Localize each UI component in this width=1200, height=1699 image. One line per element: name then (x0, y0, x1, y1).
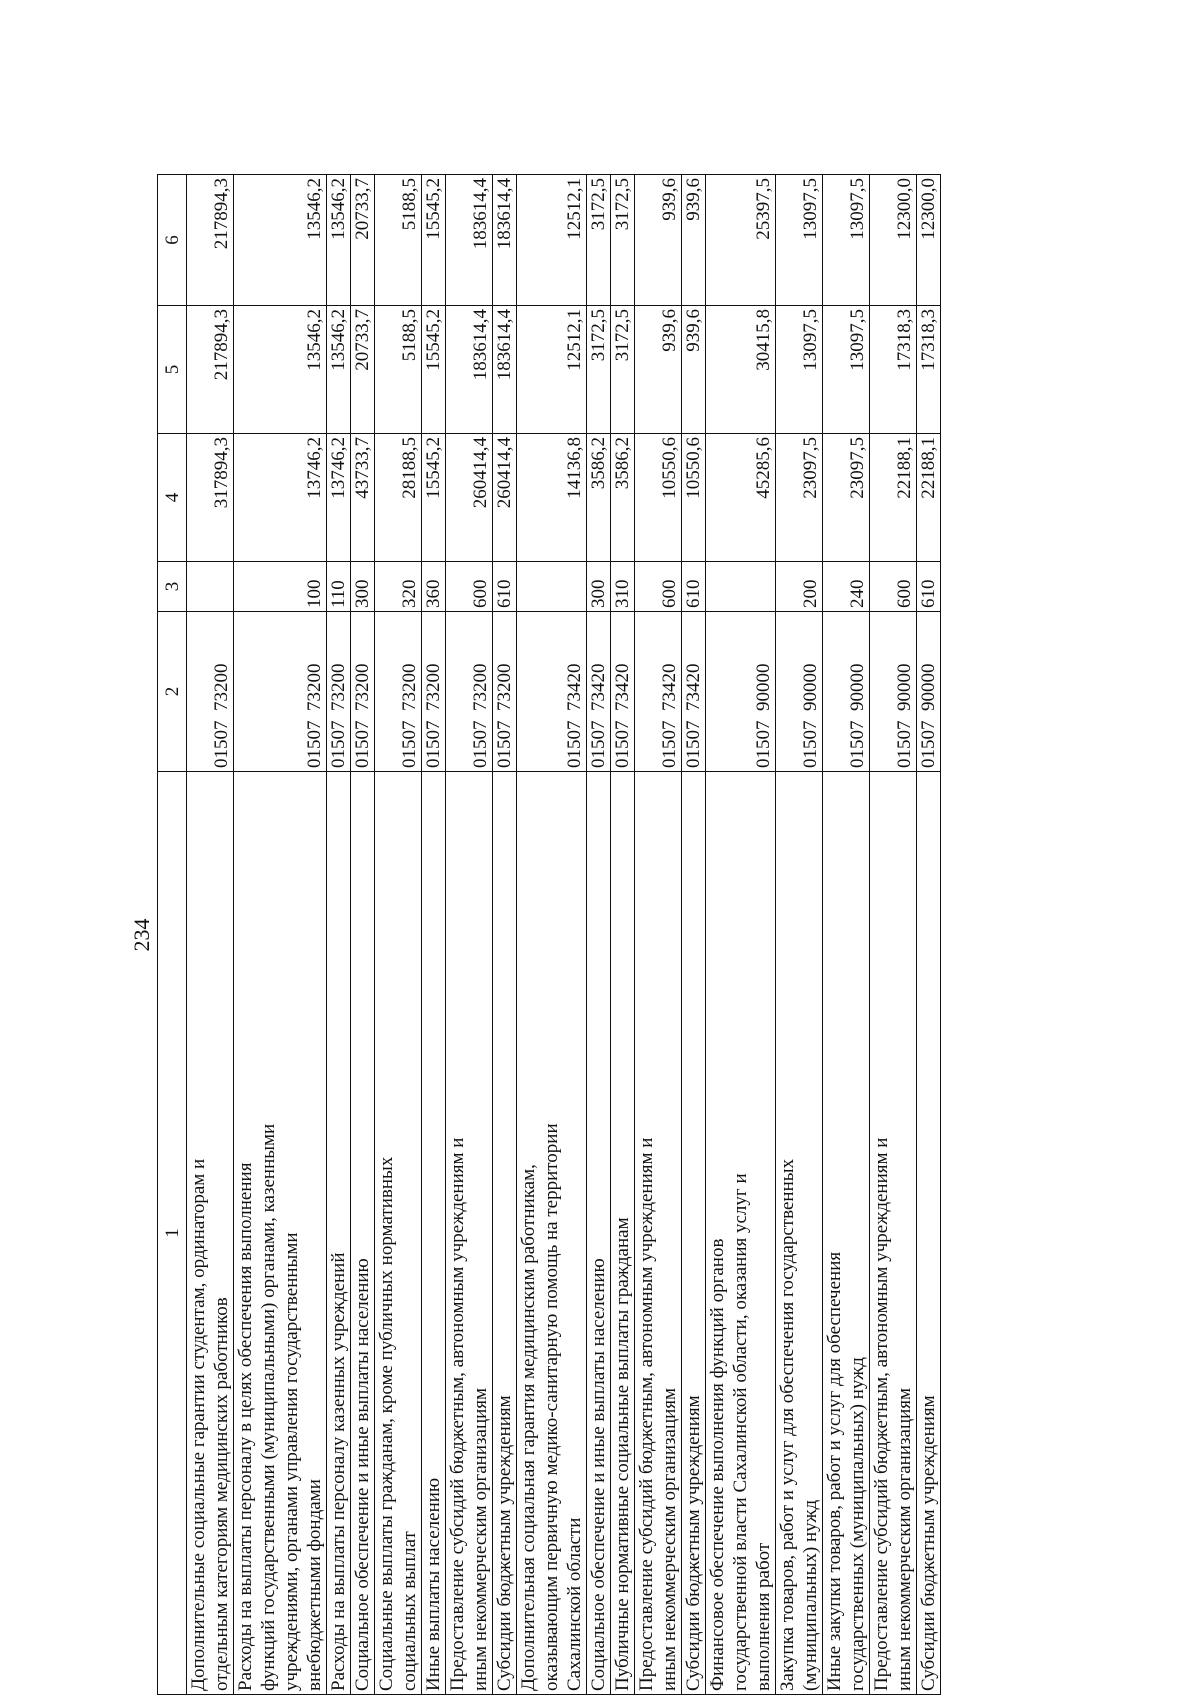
row-name-line: оказывающим первичную медико-санитарную помощь на территории (541, 1123, 562, 1691)
row-name-line: Дополнительная социальная гарантия медицинским работникам, (518, 1164, 539, 1691)
table-row (917, 175, 941, 1695)
table-row (611, 175, 635, 1695)
row-name (234, 772, 327, 1695)
row-code: 01507 73200 (187, 612, 234, 772)
row-name-line: Социальное обеспечение и иные выплаты населению (352, 1258, 373, 1691)
row-expense-type: 110 (327, 562, 351, 612)
row-value-5: 939,6 (682, 306, 706, 434)
row-value-4: 260414,4 (493, 434, 517, 562)
row-value-4: 43733,7 (351, 434, 375, 562)
row-value-5: 17318,3 (870, 306, 917, 434)
row-name-line: Социальное обеспечение и иные выплаты населению (588, 1258, 609, 1691)
row-name-line: Расходы на выплаты персоналу казенных учреждений (328, 1252, 349, 1691)
row-value-4: 3586,2 (611, 434, 635, 562)
row-value-6: 183614,4 (446, 175, 493, 306)
row-name-line: Сахалинской области (564, 1517, 585, 1691)
row-value-5: 217894,3 (187, 306, 234, 434)
row-expense-type: 300 (351, 562, 375, 612)
table-row (327, 175, 351, 1695)
row-value-5: 939,6 (635, 306, 682, 434)
row-value-6: 13097,5 (823, 175, 870, 306)
header-cell: 6 (158, 175, 187, 306)
row-code: 01507 73420 (635, 612, 682, 772)
row-value-5: 5188,5 (375, 306, 422, 434)
row-expense-type: 240 (823, 562, 870, 612)
row-code: 01507 73200 (446, 612, 493, 772)
row-name (187, 772, 234, 1695)
row-expense-type (517, 562, 587, 612)
row-name-line: Субсидии бюджетным учреждениям (494, 1395, 515, 1691)
row-value-4: 23097,5 (823, 434, 870, 562)
row-value-5: 3172,5 (611, 306, 635, 434)
row-value-4: 13746,2 (327, 434, 351, 562)
table-row (517, 175, 587, 1695)
row-value-4: 45285,6 (706, 434, 776, 562)
row-code: 01507 90000 (776, 612, 823, 772)
row-name-line: учреждениями, органами управления государственными (281, 1232, 302, 1691)
row-value-6: 217894,3 (187, 175, 234, 306)
row-name-line: функций государственными (муниципальными) органами, казенными (258, 1123, 279, 1691)
row-name (635, 772, 682, 1695)
row-expense-type (706, 562, 776, 612)
row-code: 01507 90000 (870, 612, 917, 772)
row-name-line: отдельным категориям медицинских работников (211, 1297, 232, 1691)
row-name-line: иным некоммерческим организациям (894, 1387, 915, 1691)
row-expense-type: 610 (917, 562, 941, 612)
row-value-6: 13546,2 (234, 175, 327, 306)
row-value-5: 17318,3 (917, 306, 941, 434)
row-value-4: 10550,6 (682, 434, 706, 562)
row-name (917, 772, 941, 1695)
header-cell: 5 (158, 306, 187, 434)
row-name-line: Иные закупки товаров, работ и услуг для обеспечения (824, 1251, 845, 1691)
row-name-line: Социальные выплаты гражданам, кроме публичных нормативных (376, 1156, 397, 1691)
row-name (706, 772, 776, 1695)
row-expense-type: 100 (234, 562, 327, 612)
row-value-6: 12300,0 (917, 175, 941, 306)
row-code: 01507 73420 (587, 612, 611, 772)
header-cell: 3 (158, 562, 187, 612)
row-expense-type: 600 (446, 562, 493, 612)
row-value-5: 30415,8 (706, 306, 776, 434)
row-expense-type (187, 562, 234, 612)
row-code: 01507 73200 (351, 612, 375, 772)
row-value-4: 15545,2 (422, 434, 446, 562)
row-value-5: 3172,5 (587, 306, 611, 434)
row-value-4: 28188,5 (375, 434, 422, 562)
header-row (158, 175, 187, 1695)
row-name-line: иным некоммерческим организациям (470, 1387, 491, 1691)
row-value-6: 25397,5 (706, 175, 776, 306)
row-expense-type: 600 (870, 562, 917, 612)
row-value-5: 20733,7 (351, 306, 375, 434)
row-value-4: 22188,1 (917, 434, 941, 562)
row-name-line: Субсидии бюджетным учреждениям (683, 1395, 704, 1691)
row-name-line: выполнения работ (753, 1542, 774, 1691)
table-row (682, 175, 706, 1695)
row-code: 01507 73200 (375, 612, 422, 772)
rotated-page (127, 175, 941, 1695)
row-value-4: 10550,6 (635, 434, 682, 562)
row-value-4: 3586,2 (587, 434, 611, 562)
row-expense-type: 310 (611, 562, 635, 612)
row-code: 01507 90000 (706, 612, 776, 772)
row-value-6: 20733,7 (351, 175, 375, 306)
row-value-5: 183614,4 (446, 306, 493, 434)
row-code: 01507 90000 (917, 612, 941, 772)
row-name-line: Предоставление субсидий бюджетным, автономным учреждениям и (871, 1137, 892, 1691)
header-cell: 1 (158, 772, 187, 1695)
row-value-5: 15545,2 (422, 306, 446, 434)
row-name-line: Финансовое обеспечение выполнения функций органов (707, 1238, 728, 1691)
row-expense-type: 610 (682, 562, 706, 612)
row-value-4: 260414,4 (446, 434, 493, 562)
row-value-6: 939,6 (635, 175, 682, 306)
row-value-4: 13746,2 (234, 434, 327, 562)
row-value-4: 14136,8 (517, 434, 587, 562)
row-name (587, 772, 611, 1695)
row-code: 01507 90000 (823, 612, 870, 772)
row-name (351, 772, 375, 1695)
table-row (587, 175, 611, 1695)
table-row (776, 175, 823, 1695)
row-name (517, 772, 587, 1695)
row-name-line: иным некоммерческим организациям (659, 1387, 680, 1691)
row-value-5: 183614,4 (493, 306, 517, 434)
row-expense-type: 360 (422, 562, 446, 612)
header-cell: 2 (158, 612, 187, 772)
row-value-5: 13097,5 (823, 306, 870, 434)
row-code: 01507 73420 (611, 612, 635, 772)
table-row (187, 175, 234, 1695)
row-value-5: 13546,2 (234, 306, 327, 434)
row-value-6: 3172,5 (611, 175, 635, 306)
row-code: 01507 73200 (422, 612, 446, 772)
row-value-5: 13546,2 (327, 306, 351, 434)
row-expense-type: 600 (635, 562, 682, 612)
table-row (635, 175, 682, 1695)
row-value-6: 12512,1 (517, 175, 587, 306)
row-value-6: 3172,5 (587, 175, 611, 306)
row-value-4: 22188,1 (870, 434, 917, 562)
row-value-6: 15545,2 (422, 175, 446, 306)
row-name-line: Расходы на выплаты персоналу в целях обеспечения выполнения (235, 1162, 256, 1691)
row-name (870, 772, 917, 1695)
row-code: 01507 73200 (493, 612, 517, 772)
row-code: 01507 73420 (682, 612, 706, 772)
table-row (706, 175, 776, 1695)
row-value-5: 12512,1 (517, 306, 587, 434)
row-value-6: 939,6 (682, 175, 706, 306)
row-name (375, 772, 422, 1695)
row-name-line: Иные выплаты населению (423, 1477, 444, 1691)
row-name-line: Публичные нормативные социальные выплаты гражданам (612, 1217, 633, 1691)
table-row (823, 175, 870, 1695)
header-cell: 4 (158, 434, 187, 562)
row-value-6: 12300,0 (870, 175, 917, 306)
row-name-line: Дополнительные социальные гарантии студентам, ординаторам и (188, 1158, 209, 1691)
row-expense-type: 300 (587, 562, 611, 612)
table-row (422, 175, 446, 1695)
table-row (493, 175, 517, 1695)
row-name-line: социальных выплат (399, 1531, 420, 1691)
row-expense-type: 200 (776, 562, 823, 612)
row-name (611, 772, 635, 1695)
row-name-line: Субсидии бюджетным учреждениям (918, 1395, 939, 1691)
row-value-6: 5188,5 (375, 175, 422, 306)
row-name (682, 772, 706, 1695)
table-row (234, 175, 327, 1695)
row-value-6: 13097,5 (776, 175, 823, 306)
row-value-4: 23097,5 (776, 434, 823, 562)
row-name (493, 772, 517, 1695)
row-name-line: Предоставление субсидий бюджетным, автономным учреждениям и (447, 1137, 468, 1691)
row-code: 01507 73200 (327, 612, 351, 772)
row-value-5: 13097,5 (776, 306, 823, 434)
row-name-line: (муниципальных) нужд (800, 1499, 821, 1691)
row-name-line: государственных (муниципальных) нужд (847, 1357, 868, 1691)
table-row (375, 175, 422, 1695)
row-name-line: Закупка товаров, работ и услуг для обеспечения государственных (777, 1158, 798, 1691)
budget-table (157, 174, 941, 1695)
row-value-4: 317894,3 (187, 434, 234, 562)
row-name (422, 772, 446, 1695)
row-expense-type: 610 (493, 562, 517, 612)
row-name (327, 772, 351, 1695)
row-value-6: 183614,4 (493, 175, 517, 306)
row-name-line: государственной власти Сахалинской области, оказания услуг и (730, 1173, 751, 1691)
page-number: 234 (129, 918, 154, 952)
row-value-6: 13546,2 (327, 175, 351, 306)
row-code: 01507 73420 (517, 612, 587, 772)
row-name (446, 772, 493, 1695)
row-name (776, 772, 823, 1695)
row-name (823, 772, 870, 1695)
row-name-line: Предоставление субсидий бюджетным, автономным учреждениям и (636, 1137, 657, 1691)
row-name-line: внебюджетными фондами (304, 1479, 325, 1691)
table-row (870, 175, 917, 1695)
row-expense-type: 320 (375, 562, 422, 612)
table-row (446, 175, 493, 1695)
row-code: 01507 73200 (234, 612, 327, 772)
table-body (187, 175, 941, 1695)
table-row (351, 175, 375, 1695)
